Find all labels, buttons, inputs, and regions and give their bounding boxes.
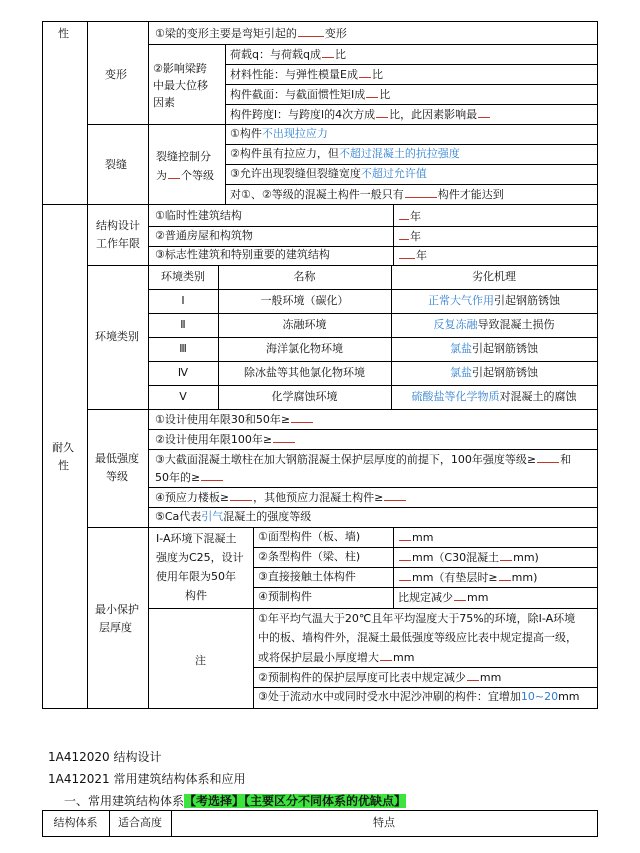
bottom-header-height: 适合高度 (118, 816, 162, 829)
cover-cond-2: 强度为C25，设计 (156, 551, 244, 564)
env-mech-blue: 氯盐 (450, 366, 472, 379)
env-name: 除冰盐等其他氯化物环境 (244, 366, 365, 379)
env-name: 一般环境（碳化） (260, 294, 349, 307)
cover-row-text: ②条型构件（梁、柱) (258, 550, 361, 563)
env-mech-blue: 氯盐 (450, 342, 472, 355)
blank (399, 550, 411, 561)
cover-row-b: 比规定减少 (398, 591, 453, 604)
cover-label-2: 层厚度 (99, 621, 132, 634)
cover-cond-1: Ⅰ-A环境下混凝土 (156, 532, 237, 545)
cover-row-b: mm（有垫层时≥ (412, 571, 498, 584)
tag-exam-choice: 【考选择】 (184, 794, 245, 808)
cover-row-b: mm (412, 531, 434, 544)
grade-r3a: ③大截面混凝土墩柱在加大钢筋混凝土保护层厚度的前提下，100年强度等级≥ (155, 453, 537, 466)
grade-row-1 (155, 412, 314, 427)
influence-row (230, 107, 491, 122)
env-name: 海洋氯化物环境 (266, 342, 343, 355)
crack-row-a: ③允许出现裂缝但裂缝宽度 (230, 167, 361, 180)
influence-label-3: 因素 (153, 96, 175, 109)
env-label: 环境类别 (95, 330, 139, 343)
env-class: Ⅳ (177, 366, 189, 379)
env-mech-text: 对混凝土的腐蚀 (499, 390, 577, 403)
cover-row-value (398, 590, 488, 605)
cover-cond-4: 构件 (185, 589, 207, 602)
blank (366, 87, 378, 98)
env-header-mechanism: 劣化机理 (472, 270, 516, 283)
grade-r1: ①设计使用年限30和50年≥ (155, 413, 291, 426)
heading-2: 1A412021 常用建筑结构体系和应用 (48, 772, 246, 786)
blank (291, 412, 313, 423)
cover-row-text: ③直接接触土体构件 (258, 570, 356, 583)
grade-r3b: 和 (560, 453, 572, 466)
grade-r2: ②设计使用年限100年≥ (155, 433, 273, 446)
crack-last-a: 对①、②等级的混凝土构件一般只有 (230, 188, 404, 201)
blank (500, 550, 512, 561)
crack-row-blue: 不超过允许值 (360, 167, 427, 180)
env-mechanism (391, 366, 597, 380)
note-1-line-2: 中的板、墙构件外，混凝土最低强度等级应比表中规定提高一级， (258, 631, 577, 644)
blank (322, 47, 334, 58)
bottom-header-features: 特点 (373, 816, 395, 829)
env-header-class: 环境类别 (161, 270, 205, 283)
note-1-c: 或将保护层最小厚度增大 (258, 651, 379, 664)
note-3-blue: 10~20 (520, 690, 559, 703)
env-class: Ⅰ (181, 294, 185, 307)
cover-row-value (398, 570, 537, 585)
blank (384, 490, 406, 501)
crack-row-last (230, 187, 504, 202)
cover-row-c: mm) (511, 571, 538, 584)
env-class: Ⅲ (179, 342, 187, 355)
note-label: 注 (195, 654, 206, 667)
crack-row-blue: 不超过混凝土的抗拉强度 (338, 147, 460, 160)
cover-row-text: ④预制构件 (258, 590, 312, 603)
note-3-a: ③处于流动水中或同时受水中泥沙冲刷的构件：宜增加 (258, 690, 521, 703)
section-label-strength: 性 (58, 27, 69, 40)
blank (168, 168, 180, 179)
blank (380, 650, 392, 661)
influence-row-a: 材料性能：与弹性模量E成 (230, 68, 358, 81)
blank (399, 229, 409, 240)
note-2-a: ②预制构件的保护层厚度可比表中规定减少 (258, 671, 466, 684)
note-1-line-3 (258, 650, 414, 665)
blank (454, 590, 466, 601)
bottom-header-system: 结构体系 (53, 816, 98, 829)
life-row-text: ③标志性建筑和特别重要的建筑结构 (155, 248, 330, 261)
crack-grade-c: 个等级 (181, 169, 214, 182)
env-mechanism (391, 342, 597, 356)
influence-row-a: 构件跨度l：与跨度l的4次方成 (230, 108, 376, 121)
blank (399, 570, 411, 581)
life-row-b: 年 (410, 230, 421, 243)
env-class: Ⅱ (180, 318, 186, 331)
influence-row-b: 比，此因素影响最 (389, 108, 478, 121)
grade-r5b: 混凝土的强度等级 (223, 510, 312, 523)
deform-line-1-b: 变形 (324, 27, 347, 40)
env-mech-blue: 反复冻融 (433, 318, 478, 331)
crack-grade-line-1: 裂缝控制分 (156, 150, 211, 163)
heading-1: 1A412020 结构设计 (48, 750, 162, 764)
influence-row (230, 67, 383, 82)
crack-grade-b: 为 (156, 169, 167, 182)
crack-row-a: ②构件虽有拉应力，但 (230, 147, 339, 160)
note-2 (258, 670, 501, 685)
influence-row (230, 47, 346, 62)
life-label-1: 结构设计 (96, 219, 140, 232)
crack-row (230, 147, 460, 161)
grade-row-2 (155, 432, 296, 447)
influence-row-b: 比 (371, 68, 383, 81)
blank (230, 490, 252, 501)
life-label-2: 工作年限 (96, 237, 140, 250)
cover-label-1: 最小保护 (95, 603, 139, 616)
life-row-text: ①临时性建筑结构 (155, 209, 242, 222)
life-row-b: 年 (410, 210, 421, 223)
life-row-text: ②普通房屋和构筑物 (155, 229, 253, 242)
grade-r3c: 50年的≥ (155, 471, 201, 484)
crack-row-blue: 不出现拉应力 (261, 127, 328, 140)
blank (201, 470, 223, 481)
cover-row-c: mm) (513, 551, 539, 564)
crack-row (230, 127, 328, 141)
life-row-b: 年 (416, 249, 427, 262)
env-name: 冻融环境 (282, 318, 327, 331)
crack-grade-line-2 (156, 168, 214, 183)
grade-row-4 (155, 490, 407, 505)
env-mech-blue: 正常大气作用 (428, 294, 494, 307)
env-mech-blue: 硫酸盐等化学物质 (411, 390, 500, 403)
grade-r5a: ⑤Ca代表 (155, 510, 202, 523)
note-3-b: mm (558, 690, 580, 703)
influence-row-b: 比 (334, 48, 346, 61)
influence-label-1: ②影响梁跨 (153, 62, 207, 75)
cover-row-value (398, 550, 539, 565)
env-class: Ⅴ (179, 390, 187, 403)
section-label-durability-2: 性 (58, 459, 69, 472)
heading-3 (64, 794, 406, 808)
grade-r5-blue: 引气 (201, 510, 224, 523)
blank (399, 530, 411, 541)
blank (405, 187, 437, 198)
note-2-b: mm (479, 671, 502, 684)
influence-row (230, 87, 390, 102)
cover-row-c: mm (467, 591, 489, 604)
blank (298, 26, 324, 37)
grade-label-1: 最低强度 (95, 452, 139, 465)
life-row-value (398, 229, 421, 244)
influence-row-a: 荷载q：与荷载q成 (230, 48, 321, 61)
env-mechanism (391, 390, 597, 404)
grade-row-3a (155, 452, 571, 467)
blank (478, 107, 490, 118)
note-1-line-1: ①年平均气温大于20℃且年平均湿度大于75%的环境，除Ⅰ-A环境 (258, 612, 576, 625)
section-label-durability-1: 耐久 (52, 441, 74, 454)
env-mechanism (391, 318, 597, 332)
crack-label: 裂缝 (105, 158, 127, 171)
deform-line-1-a: ①梁的变形主要是弯矩引起的 (155, 27, 297, 40)
heading-3-text: 一、常用建筑结构体系 (64, 794, 185, 808)
grade-row-5 (155, 510, 311, 524)
env-mech-text: 引起钢筋锈蚀 (472, 342, 538, 355)
blank (499, 570, 511, 581)
blank (273, 432, 295, 443)
grade-label-2: 等级 (106, 470, 128, 483)
life-row-value (398, 248, 427, 263)
crack-row (230, 167, 427, 181)
env-mech-text: 引起钢筋锈蚀 (494, 294, 560, 307)
deform-line-1 (155, 26, 347, 41)
blank (467, 670, 479, 681)
crack-last-b: 构件才能达到 (437, 188, 504, 201)
crack-row-a: ①构件 (230, 127, 262, 140)
grade-r4b: ，其他预应力混凝土构件≥ (253, 491, 384, 504)
grade-row-3b (155, 470, 224, 485)
grade-r4a: ④预应力楼板≥ (155, 491, 230, 504)
deform-label: 变形 (105, 68, 127, 81)
blank (359, 67, 371, 78)
influence-row-a: 构件截面：与截面惯性矩I成 (230, 88, 366, 101)
blank (537, 452, 559, 463)
cover-row-b: mm（C30混凝土 (412, 551, 500, 564)
blank (399, 209, 409, 220)
influence-row-b: 比 (379, 88, 391, 101)
env-mech-text: 导致混凝土损伤 (477, 318, 555, 331)
blank (376, 107, 388, 118)
cover-row-value (398, 530, 433, 545)
cover-row-text: ①面型构件（板、墙) (258, 530, 361, 543)
tag-key-difference: 【主要区分不同体系的优缺点】 (244, 794, 407, 808)
env-mech-text: 引起钢筋锈蚀 (472, 366, 538, 379)
env-mechanism (391, 294, 597, 308)
env-name: 化学腐蚀环境 (271, 390, 338, 403)
env-header-name: 名称 (293, 270, 316, 283)
influence-label-2: 中最大位移 (153, 79, 208, 92)
life-row-value (398, 209, 421, 224)
blank (399, 248, 415, 259)
cover-cond-3: 使用年限为50年 (156, 570, 236, 583)
note-3 (258, 690, 580, 704)
note-1-d: mm (393, 651, 415, 664)
